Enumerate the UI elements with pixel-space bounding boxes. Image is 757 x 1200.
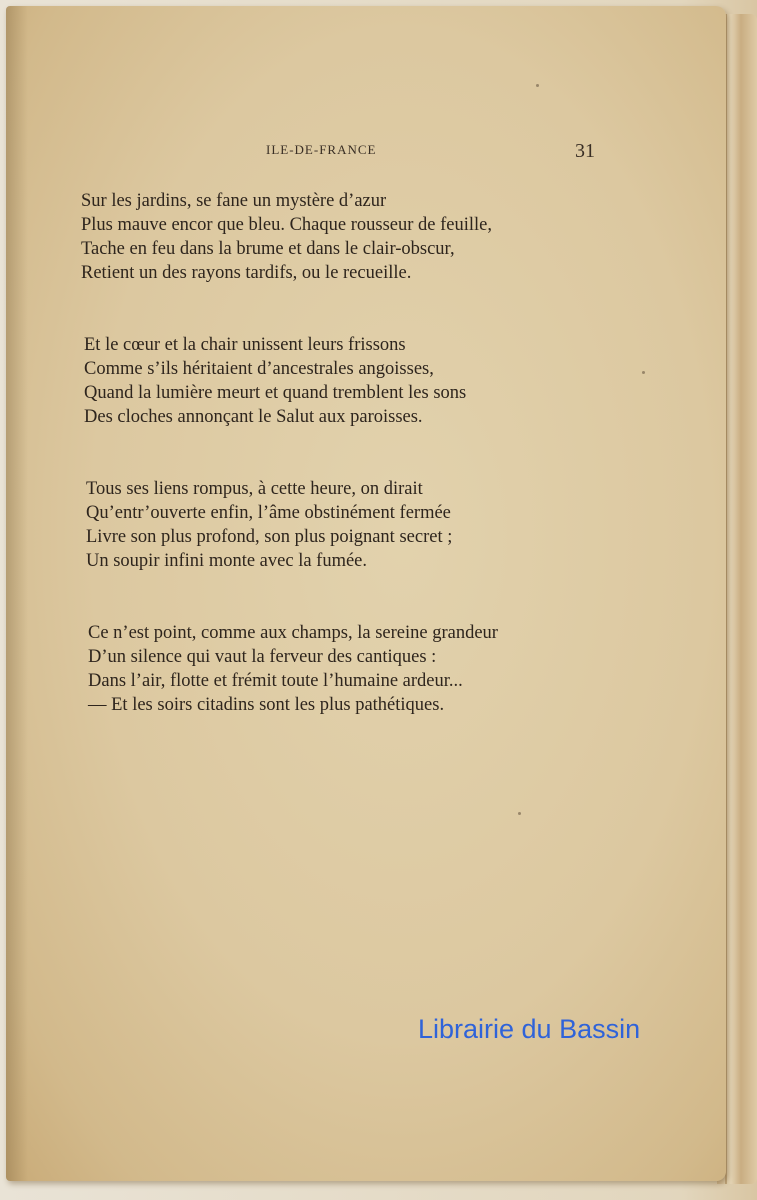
stanza-1	[81, 189, 601, 285]
watermark-text: Librairie du Bassin	[418, 1014, 641, 1044]
poem-line: — Et les soirs citadins sont les plus pathétiques.	[88, 695, 445, 715]
poem-line: Sur les jardins, se fane un mystère d’azur	[81, 191, 387, 211]
poem-line: Des cloches annonçant le Salut aux paroisses.	[84, 407, 423, 427]
poem-line: Et le cœur et la chair unissent leurs frissons	[84, 335, 406, 355]
poem-line: Tache en feu dans la brume et dans le clair-obscur,	[81, 239, 455, 259]
poem-line: Quand la lumière meurt et quand tremblent les sons	[84, 383, 467, 403]
page-number: 31	[575, 140, 595, 162]
poem-line: Qu’entr’ouverte enfin, l’âme obstinément fermée	[86, 503, 451, 523]
paper-speck	[642, 371, 645, 374]
stanza-4	[88, 621, 601, 717]
book-page	[6, 6, 726, 1181]
poem-line: Ce n’est point, comme aux champs, la sereine grandeur	[88, 623, 498, 643]
paper-speck	[536, 84, 539, 87]
poem	[81, 189, 601, 765]
poem-line: Plus mauve encor que bleu. Chaque rousseur de feuille,	[81, 215, 492, 235]
stanza-3	[86, 477, 601, 573]
running-head: ILE-DE-FRANCE	[266, 142, 377, 157]
stanza-2	[84, 333, 601, 429]
poem-line: D’un silence qui vaut la ferveur des cantiques :	[88, 647, 437, 667]
poem-line: Tous ses liens rompus, à cette heure, on dirait	[86, 479, 423, 499]
poem-line: Comme s’ils héritaient d’ancestrales angoisses,	[84, 359, 434, 379]
poem-line: Un soupir infini monte avec la fumée.	[86, 551, 368, 571]
poem-line: Livre son plus profond, son plus poignant secret ;	[86, 527, 453, 547]
poem-line: Retient un des rayons tardifs, ou le recueille.	[81, 263, 412, 283]
paper-speck	[518, 812, 521, 815]
poem-line: Dans l’air, flotte et frémit toute l’humaine ardeur...	[88, 671, 463, 691]
